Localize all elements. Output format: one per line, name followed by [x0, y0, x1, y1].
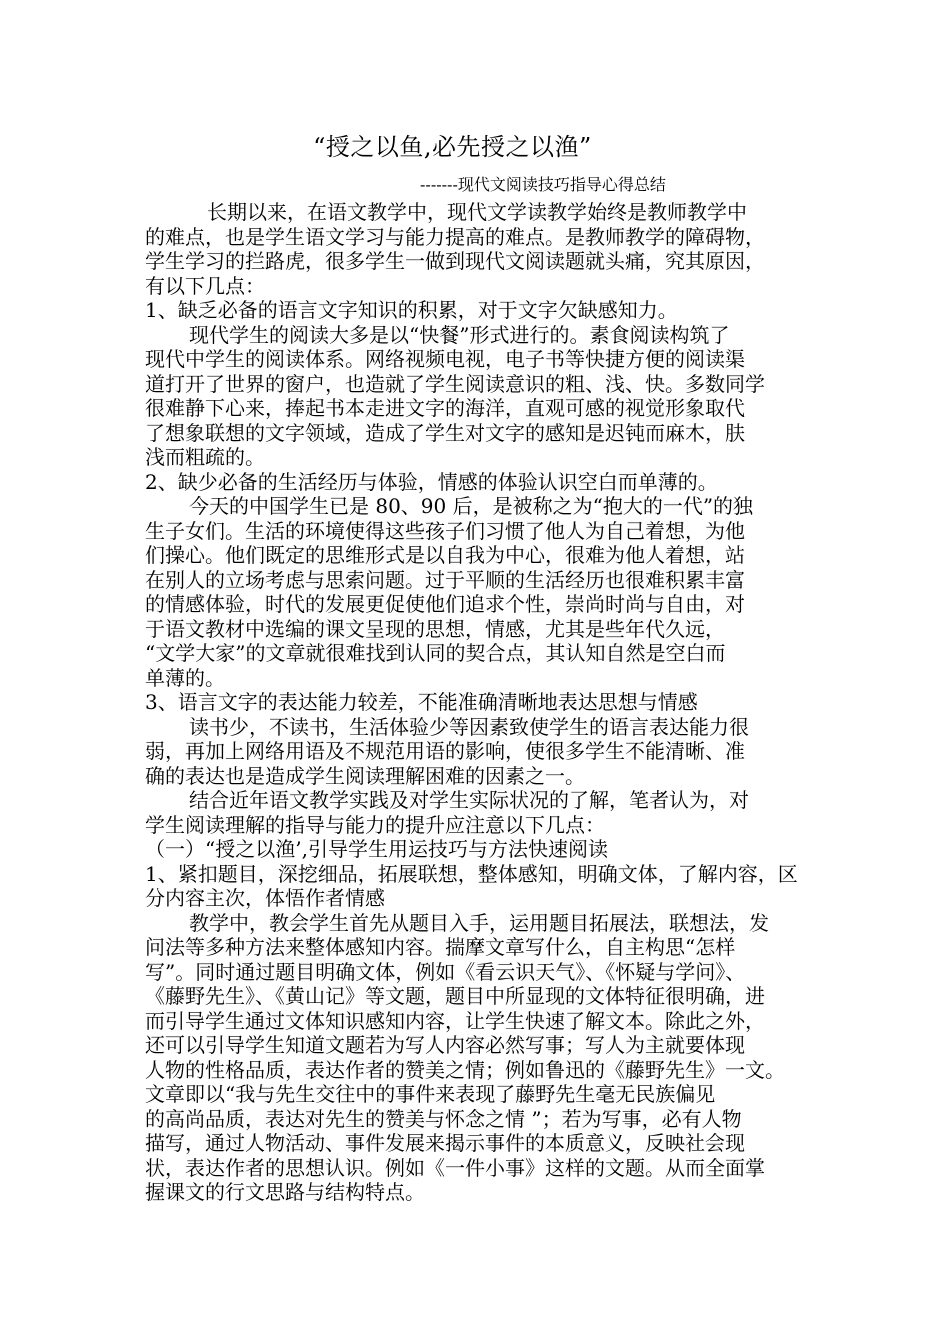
- text-line: 教学中，教会学生首先从题目入手，运用题目拓展法，联想法，发: [189, 910, 769, 935]
- text-line: 读书少，不读书，生活体验少等因素致使学生的语言表达能力很: [189, 714, 749, 739]
- text-line: （一）“授之以渔’,引导学生用运技巧与方法快速阅读: [145, 837, 608, 861]
- text-line: 很难静下心来，捧起书本走进文字的海洋，直观可感的视觉形象取代: [145, 396, 745, 420]
- text-line: “文学大家”的文章就很难找到认同的契合点，其认知自然是空白而: [145, 641, 726, 665]
- text-line: 《藤野先生》、《黄山记》等文题，题目中所显现的文体特征很明确，进: [145, 984, 765, 1008]
- text-line: 2、缺少必备的生活经历与体验，情感的体验认识空白而单薄的。: [145, 469, 718, 494]
- text-line: 道打开了世界的窗户，也造就了学生阅读意识的粗、浅、快。多数同学: [145, 371, 765, 396]
- text-line: 文章即以“我与先生交往中的事件来表现了藤野先生毫无民族偏见: [145, 1082, 716, 1106]
- document-subtitle: -------现代文阅读技巧指导心得总结: [420, 175, 666, 194]
- text-line: 生子女们。生活的环境使得这些孩子们习惯了他人为自己着想，为他: [145, 518, 745, 543]
- text-line: 于语文教材中选编的课文呈现的思想，情感，尤其是些年代久远，: [145, 616, 725, 641]
- text-line: 3、语言文字的表达能力较差，不能准确清晰地表达思想与情感: [145, 690, 698, 714]
- text-line: 单薄的。: [145, 665, 225, 690]
- text-line: 现代中学生的阅读体系。网络视频电视，电子书等快捷方便的阅读渠: [145, 347, 745, 371]
- text-line: 弱，再加上网络用语及不规范用语的影响，使很多学生不能清晰、准: [145, 739, 745, 763]
- text-line: 而引导学生通过文体知识感知内容，让学生快速了解文本。除此之外，: [145, 1008, 765, 1033]
- text-line: 们操心。他们既定的思维形式是以自我为中心，很难为他人着想，站: [145, 543, 745, 567]
- text-line: 握课文的行文思路与结构特点。: [145, 1180, 425, 1204]
- text-line: 分内容主次，体悟作者情感: [145, 886, 385, 910]
- text-line: 写”。同时通过题目明确文体，例如《看云识天气》、《怀疑与学问》、: [145, 959, 746, 984]
- text-line: 确的表达也是造成学生阅读理解困难的因素之一。: [145, 763, 585, 788]
- text-line: 在别人的立场考虑与思索问题。过于平顺的生活经历也很难积累丰富: [145, 567, 745, 592]
- text-line: 问法等多种方法来整体感知内容。揣摩文章写什么，自主构思“怎样: [145, 935, 736, 959]
- document-body: [145, 200, 835, 1205]
- text-line: 结合近年语文教学实践及对学生实际状况的了解，笔者认为，对: [189, 788, 749, 812]
- document-title: “授之以鱼,必先授之以渔”: [313, 133, 592, 161]
- text-line: 今天的中国学生已是 80、90 后，是被称之为“抱大的一代”的独: [189, 494, 754, 518]
- text-line: 1、紧扣题目，深挖细品，拓展联想，整体感知，明确文体，了解内容，区: [145, 861, 798, 886]
- text-line: 长期以来，在语文教学中，现代文学读教学始终是教师教学中: [207, 200, 747, 224]
- text-line: 学生阅读理解的指导与能力的提升应注意以下几点：: [145, 812, 605, 837]
- text-line: 描写，通过人物活动、事件发展来揭示事件的本质意义，反映社会现: [145, 1131, 745, 1155]
- text-line: 状，表达作者的思想认识。例如《一件小事》这样的文题。从而全面掌: [145, 1155, 765, 1180]
- text-line: 学生学习的拦路虎，很多学生一做到现代文阅读题就头痛，究其原因，: [145, 249, 765, 273]
- text-line: 了想象联想的文字领域，造成了学生对文字的感知是迟钝而麻木，肤: [145, 420, 745, 445]
- text-line: 有以下几点：: [145, 273, 265, 298]
- text-line: 1、缺乏必备的语言文字知识的积累，对于文字欠缺感知力。: [145, 298, 678, 322]
- text-line: 的情感体验，时代的发展更促使他们追求个性，崇尚时尚与自由，对: [145, 592, 745, 616]
- text-line: 人物的性格品质，表达作者的赞美之情；例如鲁迅的《藤野先生》一文。: [145, 1057, 785, 1082]
- text-line: 现代学生的阅读大多是以“快餐”形式进行的。素食阅读构筑了: [189, 322, 730, 347]
- text-line: 的高尚品质，表达对先生的赞美与怀念之情 ”；若为写事，必有人物: [145, 1106, 742, 1131]
- text-line: 的难点，也是学生语文学习与能力提高的难点。是教师教学的障碍物，: [145, 224, 765, 249]
- text-line: 浅而粗疏的。: [145, 445, 265, 469]
- text-line: 还可以引导学生知道文题若为写人内容必然写事；写人为主就要体现: [145, 1033, 745, 1057]
